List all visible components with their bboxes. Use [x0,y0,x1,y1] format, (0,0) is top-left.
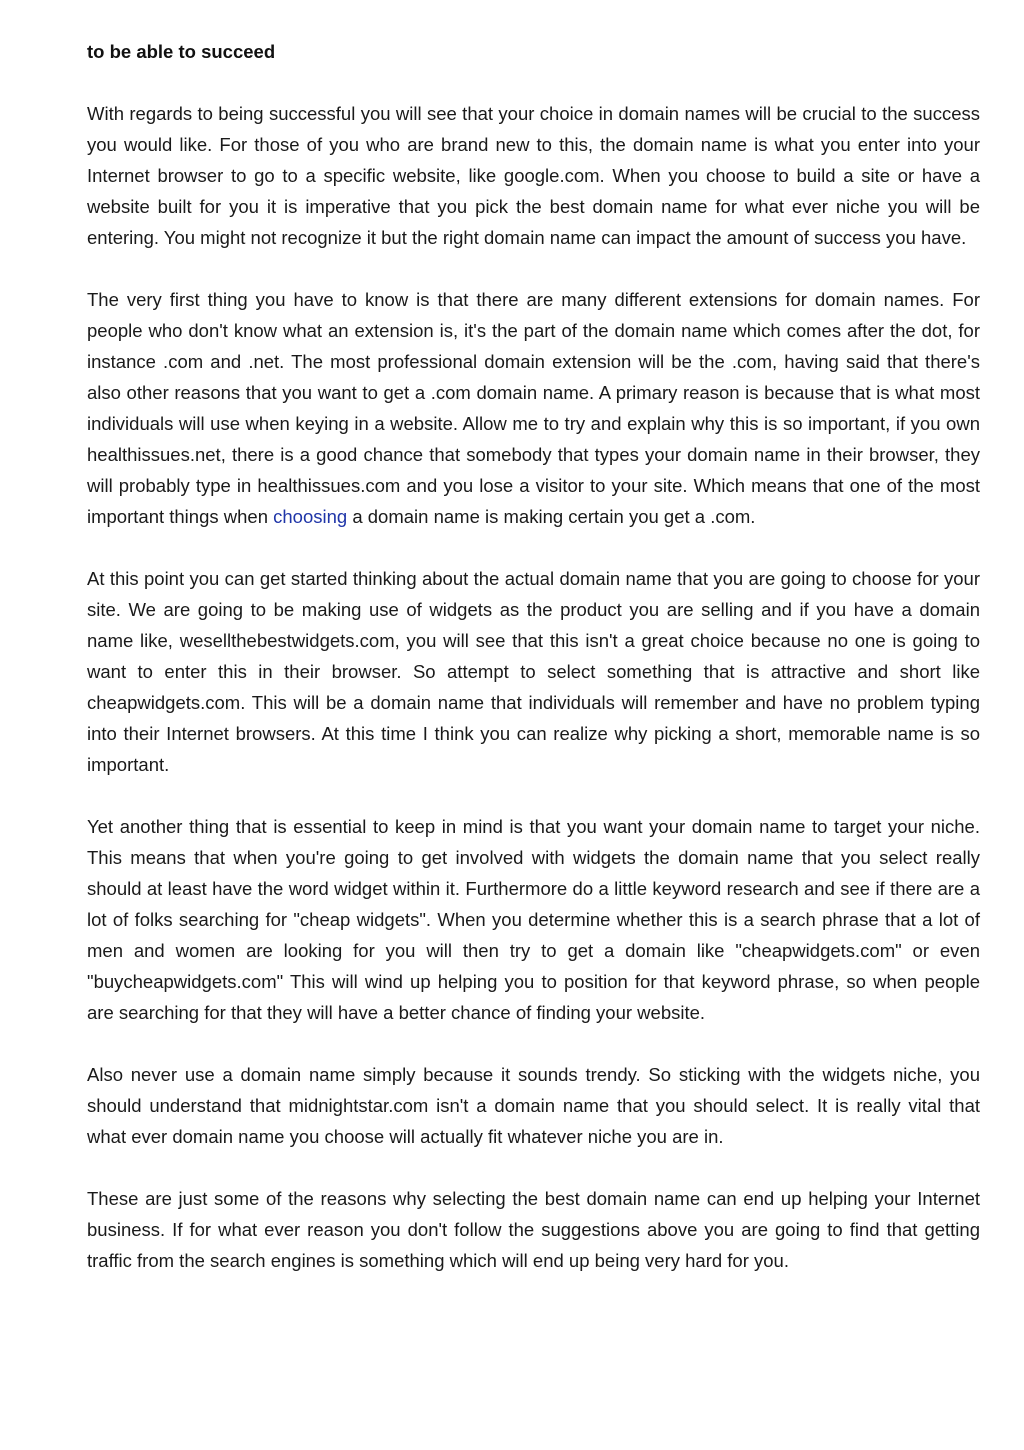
paragraph-1: With regards to being successful you will see that your choice in domain names will be crucial to the success you would like. For those of you who are brand new to this, the domain name is what you enter into your Internet browser to go to a specific website, like google.com. When you choose to build a site or have a website built for you it is imperative that you pick the best domain name for what ever niche you will be entering. You might not recognize it but the right domain name can impact the amount of success you have. [87,103,980,248]
paragraph-2 [87,284,980,532]
paragraph-3: At this point you can get started thinking about the actual domain name that you are going to choose for your site. We are going to be making use of widgets as the product you are selling and if you have a domain name like, wesellthebestwidgets.com, you will see that this isn't a great choice because no one is going to want to enter this in their browser. So attempt to select something that is attractive and short like cheapwidgets.com. This will be a domain name that individuals will remember and have no problem typing into their Internet browsers. At this time I think you can realize why picking a short, memorable name is so important. [87,568,980,775]
paragraph-6: These are just some of the reasons why selecting the best domain name can end up helping your Internet business. If for what ever reason you don't follow the suggestions above you are going to find that getting traffic from the search engines is something which will end up being very hard for you. [87,1188,980,1271]
paragraph-5: Also never use a domain name simply because it sounds trendy. So sticking with the widgets niche, you should understand that midnightstar.com isn't a domain name that you should select. It is really vital that what ever domain name you choose will actually fit whatever niche you are in. [87,1064,980,1147]
document-page [87,36,980,1307]
section-heading: to be able to succeed [87,41,276,62]
paragraph-2-text-after-link: a domain name is making certain you get a .com. [347,506,756,527]
paragraph-4: Yet another thing that is essential to keep in mind is that you want your domain name to target your niche. This means that when you're going to get involved with widgets the domain name that you select really should at least have the word widget within it. Furthermore do a little keyword research and see if there are a lot of folks searching for "cheap widgets". When you determine whether this is a search phrase that a lot of men and women are looking for you will then try to get a domain like "cheapwidgets.com" or even "buycheapwidgets.com" This will wind up helping you to position for that keyword phrase, so when people are searching for that they will have a better chance of finding your website. [87,816,980,1023]
choosing-link[interactable]: choosing [273,506,348,527]
paragraph-2-text-before-link: The very first thing you have to know is that there are many different extensions for domain names. For people who don't know what an extension is, it's the part of the domain name which comes after the dot, for instance .com and .net. The most professional domain extension will be the .com, having said that there's also other reasons that you want to get a .com domain name. A primary reason is because that is what most individuals will use when keying in a website. Allow me to try and explain why this is so important, if you own healthissues.net, there is a good chance that somebody that types your domain name in their browser, they will probably type in healthissues.com and you lose a visitor to your site. Which means that one of the most important things when [87,289,980,527]
